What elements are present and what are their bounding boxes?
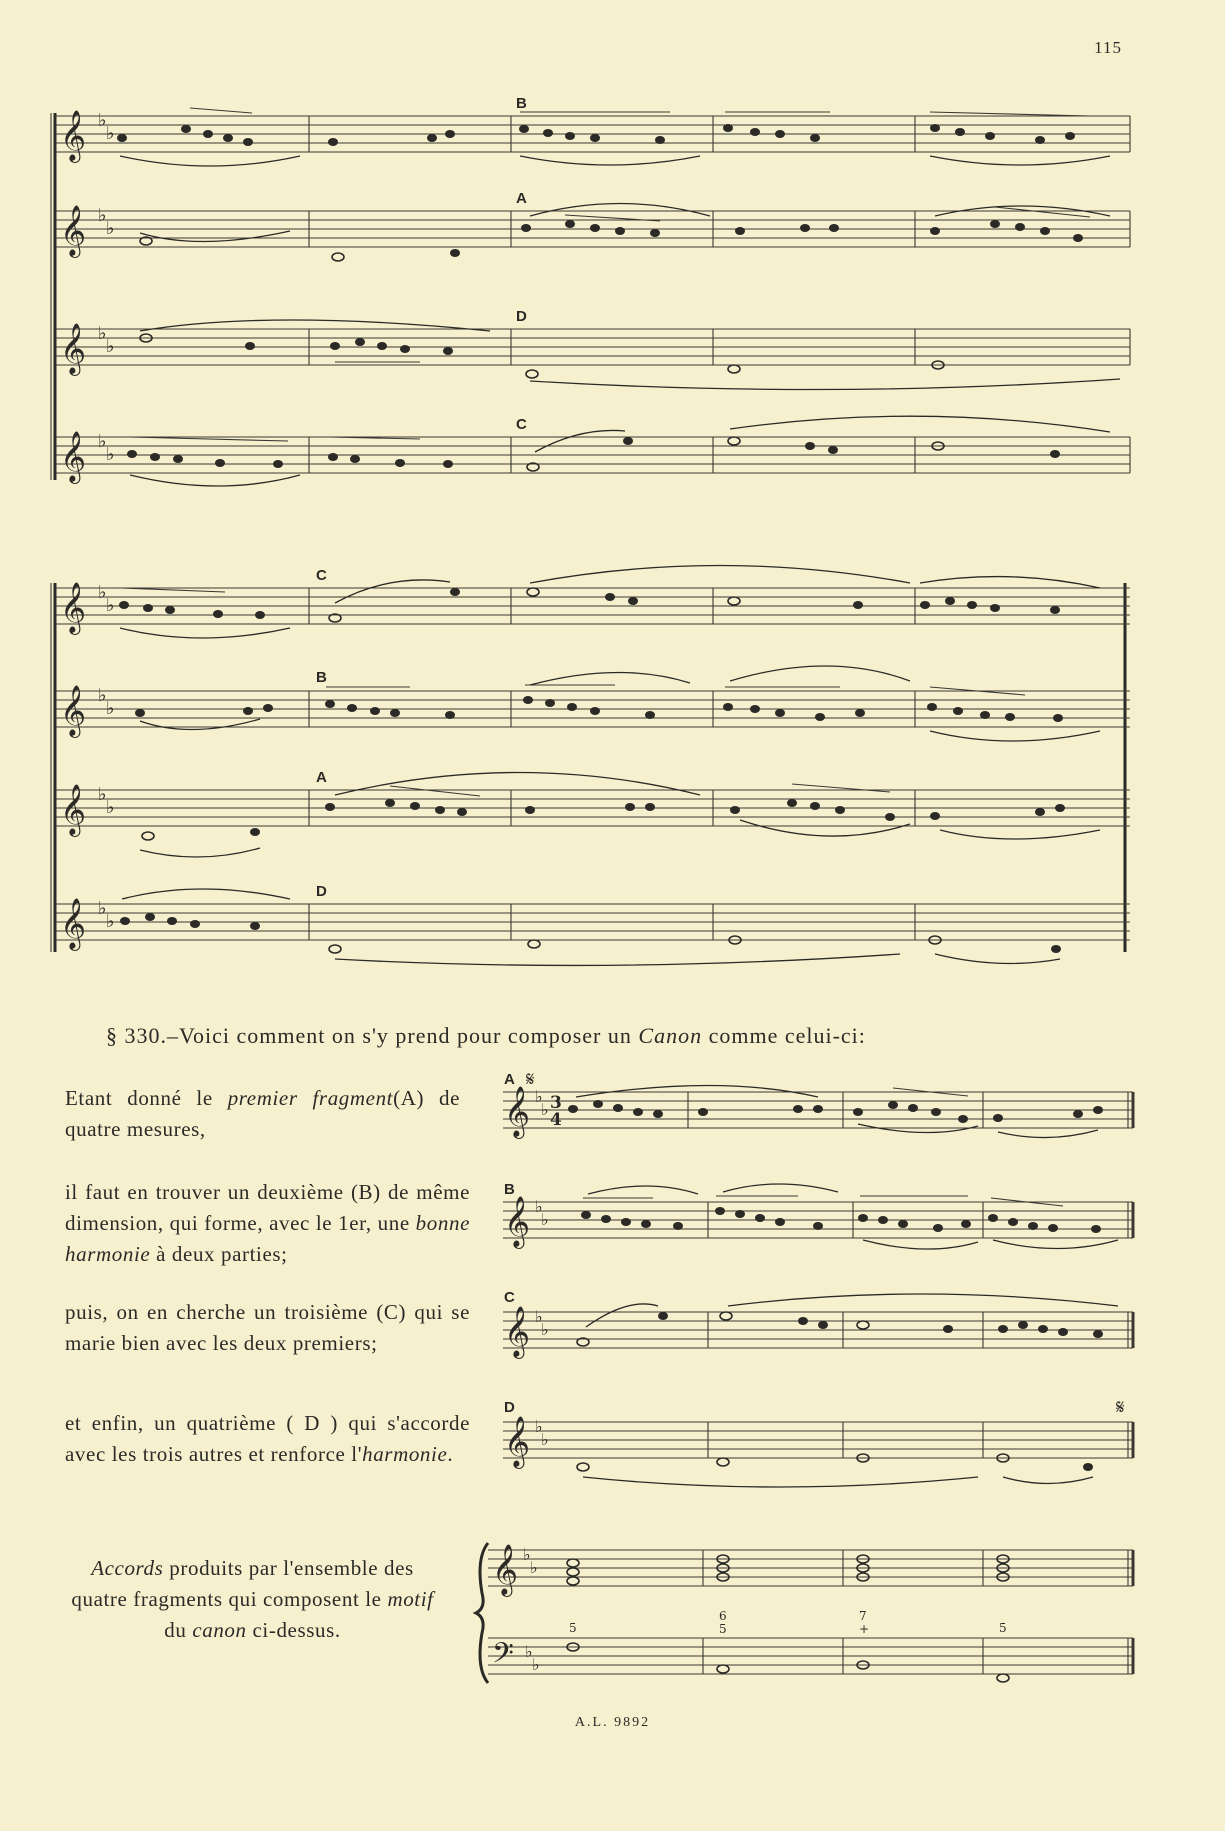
treble-clef-icon: 𝄞: [60, 784, 87, 835]
text-run: puis, on en cherche un troisième (C) qui se marie bien avec les deux premiers;: [65, 1300, 470, 1355]
chords-text: [65, 1553, 440, 1646]
fragment-d-staff: [503, 1416, 1133, 1487]
treble-clef-icon: 𝄞: [60, 205, 87, 256]
text-run: et enfin, un quatrième ( D ) qui s'accorde avec les trois autres et renforce l': [65, 1411, 470, 1466]
fragment-label-d: D: [504, 1399, 515, 1416]
chord-grand-staff: [478, 1538, 1138, 1688]
segno-icon: 𝄋: [526, 1067, 535, 1091]
chord-bass-staff: [488, 1609, 1133, 1682]
flat-icon: ♭: [541, 1210, 549, 1229]
step-c-text: [65, 1297, 470, 1359]
flat-icon: ♭: [106, 336, 115, 357]
treble-clef-icon: 𝄞: [504, 1086, 531, 1137]
text-run-em: motif: [387, 1587, 434, 1611]
figure-6: 6: [719, 1609, 727, 1623]
step-b-text: [65, 1177, 470, 1270]
text-run-em: harmonie: [362, 1442, 448, 1466]
system-1-staff-2: [55, 204, 1130, 262]
text-run: il faut en trouver un deuxième (B) de même dimension, qui forme, avec le 1er, une: [65, 1180, 470, 1235]
flat-icon: ♭: [98, 685, 107, 706]
system-2-staff-1: [55, 566, 1130, 639]
flat-icon: ♭: [106, 444, 115, 465]
text-run-em: Accords: [91, 1556, 164, 1580]
text-run: à deux parties;: [150, 1242, 288, 1266]
system-2-staff-4: [55, 889, 1130, 965]
treble-clef-icon: 𝄞: [60, 898, 87, 949]
system-2-staff-2: [55, 666, 1130, 741]
text-run: Etant donné le: [65, 1086, 228, 1110]
score-system-2: [50, 567, 1130, 960]
score-system-1: [50, 95, 1130, 488]
system-2-staff-3: [55, 773, 1130, 858]
system-2-label-c: C: [316, 567, 327, 584]
system-1-label-c: C: [516, 416, 527, 433]
system-1-staff-4: [55, 416, 1130, 486]
figure-5: 5: [999, 1621, 1007, 1635]
section-sentence-before: –Voici comment on s'y prend pour composer un: [167, 1023, 639, 1048]
flat-icon: ♭: [98, 110, 107, 131]
treble-clef-icon: 𝄞: [60, 431, 87, 482]
flat-icon: ♭: [541, 1320, 549, 1339]
brace-icon: [476, 1543, 488, 1683]
figure-5: 5: [569, 1621, 577, 1635]
text-run: du: [164, 1618, 193, 1642]
footer-plate-number: A.L. 9892: [574, 1715, 651, 1730]
system-1-label-d: D: [516, 308, 527, 325]
page-number: 115: [1094, 38, 1122, 57]
chord-treble-staff: [488, 1544, 1133, 1597]
flat-icon: ♭: [541, 1430, 549, 1449]
flat-icon: ♭: [98, 205, 107, 226]
treble-clef-icon: 𝄞: [504, 1306, 531, 1357]
step-d-text: [65, 1408, 470, 1470]
treble-clef-icon: 𝄞: [504, 1196, 531, 1247]
flat-icon: ♭: [525, 1642, 533, 1661]
flat-icon: ♭: [530, 1558, 538, 1577]
system-2-label-d: D: [316, 883, 327, 900]
flat-icon: ♭: [106, 698, 115, 719]
figure-5: 5: [719, 1622, 727, 1636]
treble-clef-icon: 𝄞: [60, 323, 87, 374]
flat-icon: ♭: [535, 1307, 543, 1326]
text-run: ci-dessus.: [246, 1618, 341, 1642]
flat-icon: ♭: [106, 123, 115, 144]
text-run: .: [447, 1442, 454, 1466]
treble-clef-icon: 𝄞: [492, 1544, 519, 1595]
step-a-text: [65, 1083, 460, 1145]
flat-icon: ♭: [541, 1100, 549, 1119]
text-run-em: canon: [192, 1618, 247, 1642]
flat-icon: ♭: [106, 911, 115, 932]
fragment-a-staff: [503, 1086, 1133, 1140]
flat-icon: ♭: [98, 582, 107, 603]
flat-icon: ♭: [98, 898, 107, 919]
fragment-label-c: C: [504, 1289, 515, 1306]
figure-plus: +: [859, 1622, 870, 1636]
flat-icon: ♭: [523, 1545, 531, 1564]
fragment-staves: [498, 1067, 1148, 1510]
system-2-label-a: A: [316, 769, 327, 786]
text-run: (A) de quatre mesures,: [65, 1086, 460, 1141]
fragment-label-b: B: [504, 1181, 515, 1198]
system-1-brace-bar: [51, 113, 55, 480]
flat-icon: ♭: [106, 595, 115, 616]
treble-clef-icon: 𝄞: [60, 685, 87, 736]
section-sentence-after: comme celui-ci:: [702, 1023, 866, 1048]
section-number: § 330.: [106, 1023, 167, 1048]
treble-clef-icon: 𝄞: [504, 1416, 531, 1467]
flat-icon: ♭: [106, 218, 115, 239]
section-heading: [106, 1020, 866, 1051]
flat-icon: ♭: [98, 323, 107, 344]
flat-icon: ♭: [535, 1417, 543, 1436]
flat-icon: ♭: [98, 431, 107, 452]
system-1-label-b: B: [516, 95, 527, 112]
flat-icon: ♭: [98, 784, 107, 805]
fragment-b-staff: [503, 1184, 1133, 1249]
system-1-staff-3: [55, 320, 1130, 390]
text-run-em: premier fragment: [227, 1086, 394, 1110]
bass-clef-icon: 𝄢: [492, 1637, 514, 1677]
fragment-label-a: A: [504, 1071, 515, 1088]
treble-clef-icon: 𝄞: [60, 110, 87, 161]
text-run: produits par l'ensemble des quatre fragments qui composent le: [71, 1556, 414, 1611]
text-run-em: bonne harmonie: [65, 1211, 470, 1266]
section-sentence-em: Canon: [638, 1023, 703, 1048]
flat-icon: ♭: [535, 1087, 543, 1106]
figure-7: 7: [859, 1609, 867, 1623]
system-1-staff-1: [55, 108, 1130, 166]
segno-icon: 𝄋: [1116, 1395, 1125, 1419]
fragment-c-staff: [503, 1294, 1133, 1359]
system-1-label-a: A: [516, 190, 527, 207]
flat-icon: ♭: [532, 1655, 540, 1674]
time-signature-top: 3: [550, 1093, 562, 1113]
time-signature-bottom: 4: [550, 1110, 562, 1130]
flat-icon: ♭: [106, 797, 115, 818]
flat-icon: ♭: [535, 1197, 543, 1216]
treble-clef-icon: 𝄞: [60, 582, 87, 633]
system-2-label-b: B: [316, 669, 327, 686]
